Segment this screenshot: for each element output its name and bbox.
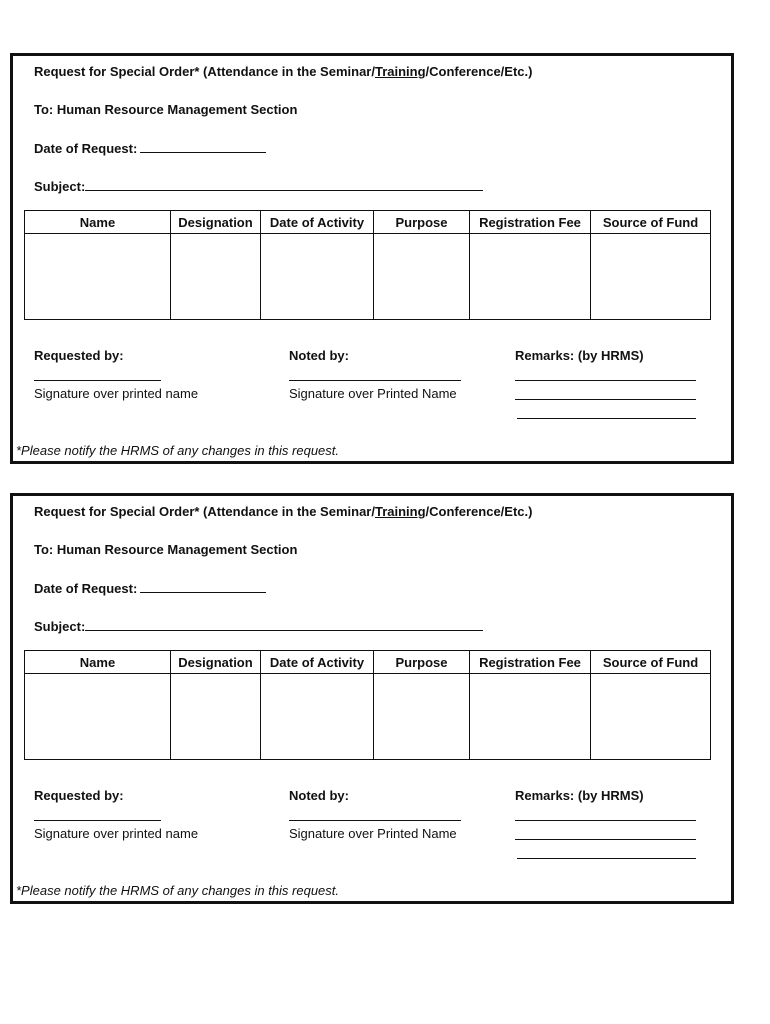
remarks-line-1[interactable] — [515, 380, 696, 381]
special-order-form-2 — [10, 493, 734, 904]
requested-by-caption: Signature over printed name — [34, 386, 199, 401]
column-header: Date of Activity — [261, 651, 374, 674]
remarks-label: Remarks: (by HRMS) — [515, 788, 644, 803]
column-header: Registration Fee — [470, 211, 591, 234]
special-order-form-1 — [10, 53, 734, 464]
date-of-request-field[interactable] — [140, 140, 266, 153]
subject-field[interactable] — [85, 618, 483, 631]
column-header: Source of Fund — [591, 651, 711, 674]
date-of-activity-cell[interactable] — [261, 674, 374, 760]
column-header: Registration Fee — [470, 651, 591, 674]
remarks-line-2[interactable] — [515, 839, 696, 840]
source-of-fund-cell[interactable] — [591, 234, 711, 320]
requested-by-label: Requested by: — [34, 348, 124, 363]
form-title: Request for Special Order* (Attendance in the Seminar/Training/Conference/Etc.) — [34, 64, 533, 79]
purpose-cell[interactable] — [374, 674, 470, 760]
date-of-request: Date of Request: — [34, 580, 266, 596]
activity-table — [24, 210, 711, 320]
addressee: To: Human Resource Management Section — [34, 542, 298, 557]
form-title: Request for Special Order* (Attendance in the Seminar/Training/Conference/Etc.) — [34, 504, 533, 519]
remarks-label: Remarks: (by HRMS) — [515, 348, 644, 363]
remarks-line-2[interactable] — [515, 399, 696, 400]
table-header-row — [25, 211, 711, 234]
column-header: Purpose — [374, 211, 470, 234]
table-header-row — [25, 651, 711, 674]
column-header: Name — [25, 651, 171, 674]
date-of-activity-cell[interactable] — [261, 234, 374, 320]
remarks-line-3[interactable] — [517, 858, 696, 859]
noted-by-label: Noted by: — [289, 788, 349, 803]
notice-text: *Please notify the HRMS of any changes in this request. — [16, 443, 340, 458]
noted-by-label: Noted by: — [289, 348, 349, 363]
requested-by-signature-line[interactable] — [34, 820, 161, 821]
requested-by-label: Requested by: — [34, 788, 124, 803]
noted-by-caption: Signature over Printed Name — [289, 826, 457, 841]
date-of-request-field[interactable] — [140, 580, 266, 593]
addressee: To: Human Resource Management Section — [34, 102, 298, 117]
column-header: Designation — [171, 211, 261, 234]
column-header: Name — [25, 211, 171, 234]
subject: Subject: — [34, 618, 483, 634]
registration-fee-cell[interactable] — [470, 674, 591, 760]
column-header: Designation — [171, 651, 261, 674]
remarks-line-3[interactable] — [517, 418, 696, 419]
noted-by-signature-line[interactable] — [289, 380, 461, 381]
table-row — [25, 234, 711, 320]
remarks-line-1[interactable] — [515, 820, 696, 821]
column-header: Date of Activity — [261, 211, 374, 234]
column-header: Source of Fund — [591, 211, 711, 234]
activity-table — [24, 650, 711, 760]
requested-by-signature-line[interactable] — [34, 380, 161, 381]
subject-field[interactable] — [85, 178, 483, 191]
name-cell[interactable] — [25, 234, 171, 320]
noted-by-signature-line[interactable] — [289, 820, 461, 821]
designation-cell[interactable] — [171, 234, 261, 320]
subject: Subject: — [34, 178, 483, 194]
registration-fee-cell[interactable] — [470, 234, 591, 320]
date-of-request: Date of Request: — [34, 140, 266, 156]
designation-cell[interactable] — [171, 674, 261, 760]
name-cell[interactable] — [25, 674, 171, 760]
notice-text: *Please notify the HRMS of any changes in this request. — [16, 883, 340, 898]
source-of-fund-cell[interactable] — [591, 674, 711, 760]
noted-by-caption: Signature over Printed Name — [289, 386, 457, 401]
table-row — [25, 674, 711, 760]
column-header: Purpose — [374, 651, 470, 674]
purpose-cell[interactable] — [374, 234, 470, 320]
requested-by-caption: Signature over printed name — [34, 826, 199, 841]
